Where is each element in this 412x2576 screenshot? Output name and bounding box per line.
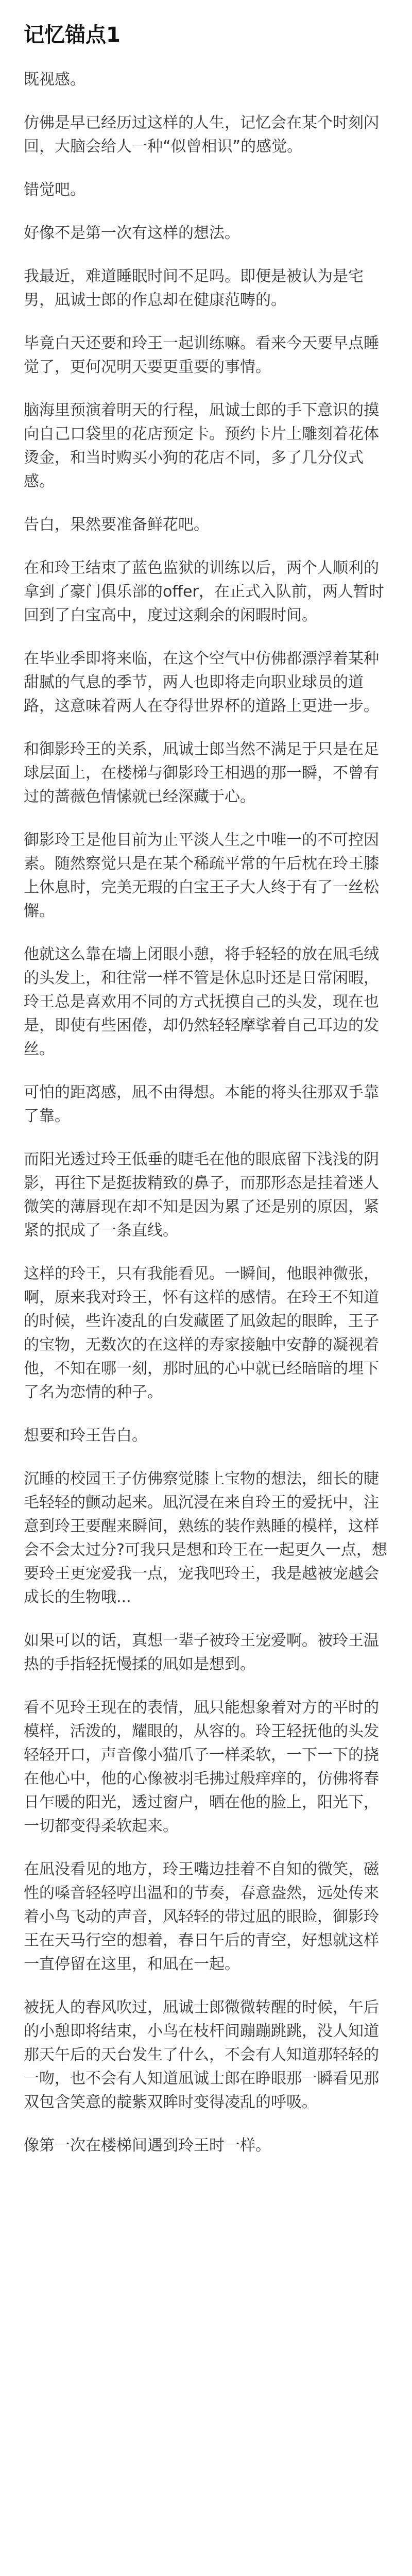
note-paragraph: 而阳光透过玲王低垂的睫毛在他的眼底留下浅浅的阴影，再往下是挺拔精致的鼻子，而那形态是挂着迷人微笑的薄唇现在却不知是因为累了还是别的原因，紧紧的抿成了一条直线。	[24, 1150, 379, 1240]
note-paragraph: 毕竟白天还要和玲王一起训练嘛。看来今天要早点睡觉了，更何况明天要更重要的事情。	[24, 334, 379, 376]
note-paragraph: 像第一次在楼梯间遇到玲王时一样。	[24, 2137, 271, 2155]
note-paragraph: 和御影玲王的关系，凪诚士郎当然不满足于只是在足球层面上，在楼梯与御影玲王相遇的那一瞬，不曾有过的蔷薇色情愫就已经深藏于心。	[24, 740, 379, 806]
note-paragraph: 沉睡的校园王子仿佛察觉膝上宝物的想法，细长的睫毛轻轻的颤动起来。凪沉浸在来自玲王的爱抚中，注意到玲王要醒来瞬间，熟练的装作熟睡的模样，这样会不会太过分?可我只是想和玲王在一起更久一点，想要玲王更宠爱我一点，宠我吧玲王，我是越被宠越会成长的生物哦...	[24, 1470, 387, 1606]
note-paragraph: 脑海里预演着明天的行程，凪诚士郎的手下意识的摸向自己口袋里的花店预定卡。预约卡片上雕刻着花体烫金，和当时购买小狗的花店不同，多了几分仪式感。	[24, 401, 379, 490]
note-paragraph: 在凪没看见的地方，玲王嘴边挂着不自知的微笑，磁性的嗓音轻轻哼出温和的节奏，春意盎然，远处传来着小鸟飞动的声音，风轻轻的带过凪的眼睑，御影玲王在天马行空的想着，春日午后的青空，好想就这样一直停留在这里，和凪在一起。	[24, 1860, 379, 1973]
note-paragraph: 看不见玲王现在的表情，凪只能想象着对方的平时的模样，活泼的，耀眼的，从容的。玲王轻抚他的头发轻轻开口，声音像小猫爪子一样柔软，一下一下的挠在他心中，他的心像被羽毛拂过般痒痒的，仿佛将春日乍暖的阳光，透过窗户，晒在他的脸上，阳光下，一切都变得柔软起来。	[24, 1699, 379, 1835]
note-paragraph: 被抚人的春风吹过，凪诚士郎微微转醒的时候，午后的小憩即将结束，小鸟在枝杆间蹦蹦跳跳，没人知道那天午后的天台发生了什么，不会有人知道那轻轻的一吻，也不会有人知道凪诚士郎在睁眼那一瞬看见那双包含笑意的靛紫双眸时变得凌乱的呼吸。	[24, 1998, 379, 2111]
note-paragraph: 我最近，难道睡眠时间不足吗。即便是被认为是宅男，凪诚士郎的作息却在健康范畴的。	[24, 267, 364, 309]
note-paragraph: 错觉吧。	[24, 181, 85, 199]
note-title: 记忆锚点1	[24, 23, 121, 47]
note-paragraph: 他就这么靠在墙上闭眼小憩，将手轻轻的放在凪毛绒的头发上，和往常一样不管是休息时还是日常闲暇，玲王总是喜欢用不同的方式抚摸自己的头发，现在也是，即使有些困倦，却仍然轻轻摩挲着自己耳边的发丝。	[24, 945, 379, 1058]
note-paragraph: 如果可以的话，真想一辈子被玲王宠爱啊。被玲王温热的手指轻抚慢揉的凪如是想到。	[24, 1632, 379, 1673]
note-paragraph: 在毕业季即将来临，在这个空气中仿佛都漂浮着某种甜腻的气息的季节，两人也即将走向职业球员的道路，这意味着两人在夺得世界杯的道路上更进一步。	[24, 650, 379, 715]
note-paragraph: 仿佛是早已经历过这样的人生，记忆会在某个时刻闪回，大脑会给人一种“似曾相识”的感觉。	[24, 114, 379, 156]
note-paragraph: 想要和玲王告白。	[24, 1427, 147, 1445]
note-paragraph: 在和玲王结束了蓝色监狱的训练以后，两个人顺利的拿到了豪门俱乐部的offer，在正式入队前，两人暂时回到了白宝高中，度过这剩余的闲暇时间。	[24, 559, 384, 624]
note-paragraph: 御影玲王是他目前为止平淡人生之中唯一的不可控因素。随然察觉只是在某个稀疏平常的午后枕在玲王膝上休息时，完美无瑕的白宝王子大人终于有了一丝松懈。	[24, 831, 379, 920]
note-paragraph: 这样的玲王，只有我能看见。一瞬间，他眼神微张，啊，原来我对玲王，怀有这样的感情。在玲王不知道的时候，些许凌乱的白发藏匿了凪敛起的眼眸，王子的宝物，无数次的在这样的寿家接触中安静的凝视着他，不知在哪一刻，那时凪的心中就已经暗暗的埋下了名为恋情的种子。	[24, 1265, 379, 1401]
note-paragraph: 既视感。	[24, 71, 85, 89]
note-paragraph: 告白，果然要准备鲜花吧。	[24, 516, 209, 534]
note-paragraph: 好像不是第一次有这样的想法。	[24, 224, 240, 242]
note-paragraph: 可怕的距离感，凪不由得想。本能的将头往那双手靠了靠。	[24, 1083, 379, 1125]
